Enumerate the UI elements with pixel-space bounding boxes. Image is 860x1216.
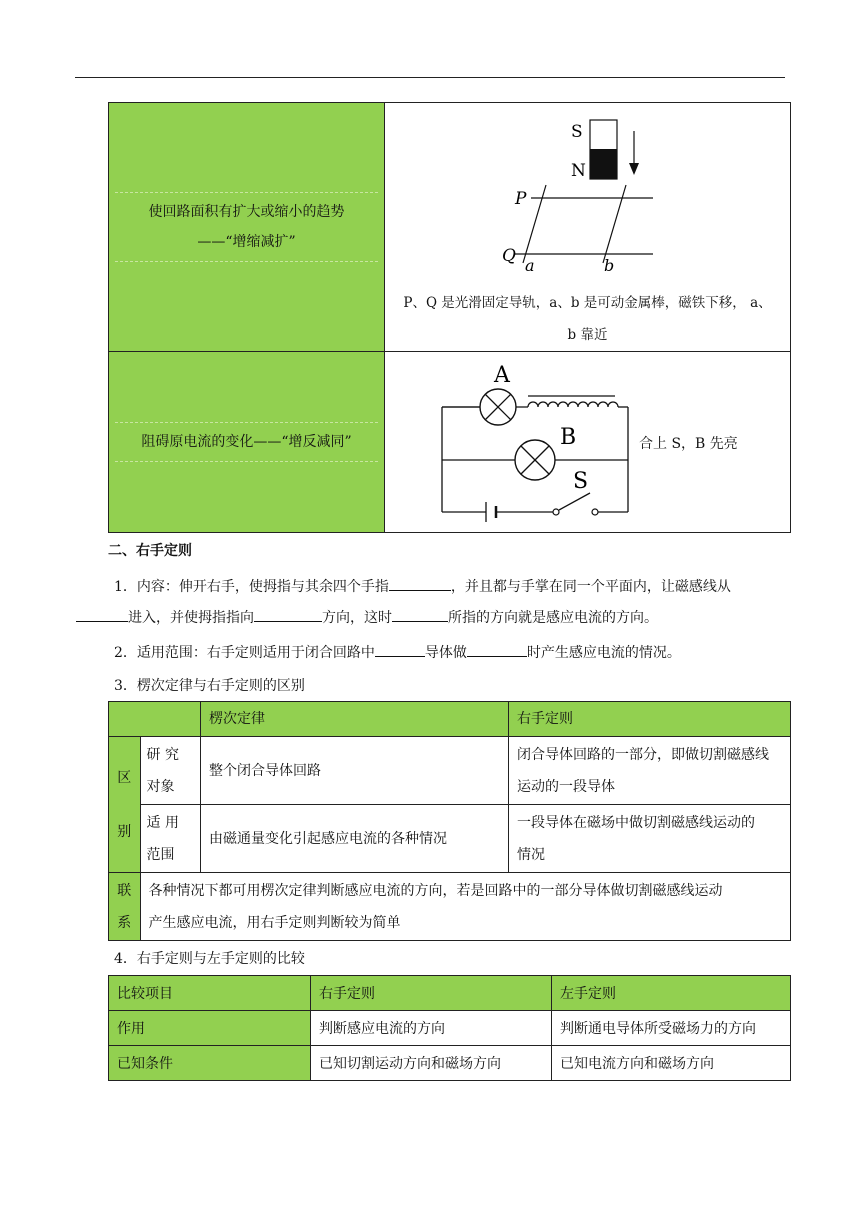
right-hand-object-cell: 闭合导体回路的一部分，即做切割磁感线 运动的一段导体 — [509, 737, 791, 805]
right-vs-left-hand-table — [108, 975, 791, 1081]
magnet-s-label: S — [571, 122, 583, 142]
rails-magnet-diagram — [385, 103, 790, 293]
blank-1 — [389, 576, 451, 591]
current-change-text: 阻碍原电流的变化——“增反减同” — [141, 434, 352, 450]
row-function-label: 作用 — [109, 1011, 311, 1046]
relation-cell: 各种情况下都可用楞次定律判断感应电流的方向，若是回路中的一部分导体做切割磁感线运动 产生感应电流，用右手定则判断较为简单 — [140, 873, 791, 941]
right-hand-scope-cell: 一段导体在磁场中做切割磁感线运动的 情况 — [509, 805, 791, 873]
header-rule — [75, 77, 785, 78]
switch-s-label: S — [573, 469, 589, 494]
circuit-diagram-cell — [385, 352, 791, 533]
area-trend-text: 使回路面积有扩大或缩小的趋势 — [148, 204, 345, 220]
difference-label-cell: 区 别 — [109, 737, 141, 873]
arrowhead-icon — [629, 163, 639, 175]
circuit-note: 合上 S，B 先亮 — [639, 436, 738, 452]
switch-contact-right — [592, 509, 598, 515]
left-rule-known: 已知电流方向和磁场方向 — [552, 1046, 791, 1081]
section-heading: 二、右手定则 — [108, 543, 192, 559]
content-line1: 1．内容：伸开右手，使拇指与其余四个手指 ，并且都与手掌在同一个平面内，让磁感线从 — [114, 576, 731, 597]
rails-caption-line2: b 靠近 — [567, 327, 608, 343]
blank-6 — [467, 642, 527, 657]
blank-3 — [254, 607, 322, 622]
blank-2 — [76, 607, 128, 622]
header-right-hand: 右手定则 — [509, 702, 791, 737]
lenz-applications-table — [108, 102, 791, 533]
blank-5 — [375, 642, 425, 657]
research-object-label: 研 究 对象 — [140, 737, 201, 805]
magnet-n-label: N — [571, 161, 586, 181]
left-rule-function: 判断通电导体所受磁场力的方向 — [552, 1011, 791, 1046]
rail-p-label: P — [515, 189, 527, 209]
header-empty-cell — [109, 702, 201, 737]
switch-contact-left — [553, 509, 559, 515]
row-known-label: 已知条件 — [109, 1046, 311, 1081]
lenz-scope-cell: 由磁通量变化引起感应电流的各种情况 — [201, 805, 509, 873]
lenz-vs-right-hand-table — [108, 701, 791, 941]
magnet-north-half — [590, 149, 617, 179]
rails-diagram-cell — [385, 103, 791, 352]
rail-q-label: Q — [502, 246, 516, 266]
header-left-rule: 左手定则 — [552, 976, 791, 1011]
rod-b — [603, 185, 626, 263]
blank-4 — [392, 607, 448, 622]
switch-icon — [559, 493, 590, 510]
right-rule-function: 判断感应电流的方向 — [311, 1011, 552, 1046]
header-lenz: 楞次定律 — [201, 702, 509, 737]
content-line2: 进入，并使拇指指向 方向，这时 所指的方向就是感应电流的方向。 — [76, 607, 658, 628]
lamp-b-label: B — [560, 425, 577, 450]
difference-heading: 3．楞次定律与右手定则的区别 — [114, 678, 305, 694]
rod-b-label: b — [604, 256, 615, 275]
lamp-a-label: A — [494, 363, 510, 388]
rails-caption-line1: P、Q 是光滑固定导轨，a、b 是可动金属棒，磁铁下移， a、 — [403, 295, 772, 311]
scope-label: 适 用 范围 — [140, 805, 201, 873]
header-item: 比较项目 — [109, 976, 311, 1011]
header-right-rule: 右手定则 — [311, 976, 552, 1011]
current-change-cell — [109, 352, 385, 533]
lenz-object-cell: 整个闭合导体回路 — [201, 737, 509, 805]
inductor-coil-icon — [528, 402, 618, 407]
area-trend-slogan: ——“增缩减扩” — [197, 234, 296, 250]
rod-a-label: a — [525, 256, 535, 275]
scope-line: 2．适用范围：右手定则适用于闭合回路中 导体做 时产生感应电流的情况。 — [114, 642, 681, 663]
comparison-heading: 4．右手定则与左手定则的比较 — [114, 951, 305, 967]
area-trend-cell — [109, 103, 385, 352]
right-rule-known: 已知切割运动方向和磁场方向 — [311, 1046, 552, 1081]
relation-label-cell: 联 系 — [109, 873, 141, 941]
